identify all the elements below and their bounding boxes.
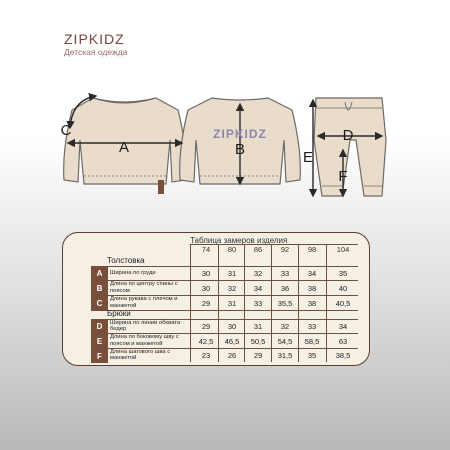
size-header: 98: [307, 245, 317, 254]
row-letter: E: [91, 334, 108, 348]
table-divider: [218, 244, 219, 362]
table-divider: [298, 244, 299, 362]
letter-a: A: [118, 139, 130, 156]
brand-subtitle: Детская одежда: [64, 47, 128, 57]
table-cell: 38: [307, 284, 317, 293]
table-cell: 34: [338, 322, 348, 331]
brand-name: ZIPKIDZ: [64, 31, 125, 47]
table-cell: 32: [280, 322, 290, 331]
table-cell: 38,5: [335, 351, 351, 360]
table-cell: 40,5: [335, 299, 351, 308]
table-cell: 50,5: [250, 337, 266, 346]
row-description: Длина рукава с плечом и манжетой: [110, 296, 178, 309]
row-letter: C: [91, 296, 108, 310]
table-divider: [91, 310, 358, 311]
table-cell: 32: [227, 284, 237, 293]
table-cell: 58,5: [304, 337, 320, 346]
table-cell: 40: [338, 284, 348, 293]
pants: [314, 98, 386, 196]
table-cell: 33: [253, 299, 263, 308]
letter-f: F: [338, 168, 348, 185]
letter-c: C: [60, 122, 72, 139]
table-cell: 36: [280, 284, 290, 293]
row-description: Длина шагового шва с манжетой: [110, 348, 171, 361]
table-divider: [271, 244, 272, 362]
size-header: 92: [280, 245, 290, 254]
letter-d: D: [342, 127, 354, 144]
row-letter: B: [91, 281, 108, 295]
table-cell: 35,5: [277, 299, 293, 308]
table-cell: 42,5: [198, 337, 214, 346]
table-divider: [326, 244, 327, 362]
table-cell: 35: [338, 269, 348, 278]
table-cell: 31: [227, 299, 237, 308]
table-cell: 30: [227, 322, 237, 331]
table-cell: 31,5: [277, 351, 293, 360]
table-cell: 30: [201, 269, 211, 278]
group-title-pants: Брюки: [107, 309, 131, 318]
table-cell: 34: [253, 284, 263, 293]
size-header: 104: [336, 245, 350, 254]
table-cell: 29: [201, 299, 211, 308]
table-cell: 63: [338, 337, 348, 346]
size-header: 74: [201, 245, 211, 254]
size-header: 80: [227, 245, 237, 254]
table-divider: [190, 244, 191, 362]
row-description: Длина по центру спины с поясом: [110, 281, 178, 294]
letter-b: B: [234, 141, 246, 158]
table-cell: 54,5: [277, 337, 293, 346]
table-cell: 34: [307, 269, 317, 278]
table-cell: 31: [227, 269, 237, 278]
row-description: Ширина по линии обхвата бедер: [110, 319, 181, 332]
row-description: Ширина по груди: [110, 269, 156, 276]
table-cell: 46,5: [224, 337, 240, 346]
table-cell: 31: [253, 322, 263, 331]
group-title-sweatshirt: Толстовка: [107, 256, 145, 265]
table-cell: 32: [253, 269, 263, 278]
table-cell: 33: [280, 269, 290, 278]
table-cell: 35: [307, 351, 317, 360]
table-cell: 29: [253, 351, 263, 360]
table-cell: 26: [227, 351, 237, 360]
table-divider: [244, 244, 245, 362]
table-cell: 33: [307, 322, 317, 331]
row-description: Длина по боковому шву с поясом и манжетой: [110, 334, 179, 347]
table-cell: 38: [307, 299, 317, 308]
table-cell: 30: [201, 284, 211, 293]
table-cell: 29: [201, 322, 211, 331]
row-letter: D: [91, 319, 108, 333]
letter-e: E: [302, 149, 314, 166]
row-letter: F: [91, 349, 108, 363]
size-header: 86: [253, 245, 263, 254]
back-print-text: ZIPKIDZ: [213, 127, 267, 141]
table-title: Таблица замеров изделия: [190, 236, 288, 245]
label-tag: [158, 180, 164, 194]
row-letter: A: [91, 266, 108, 280]
table-cell: 23: [201, 351, 211, 360]
